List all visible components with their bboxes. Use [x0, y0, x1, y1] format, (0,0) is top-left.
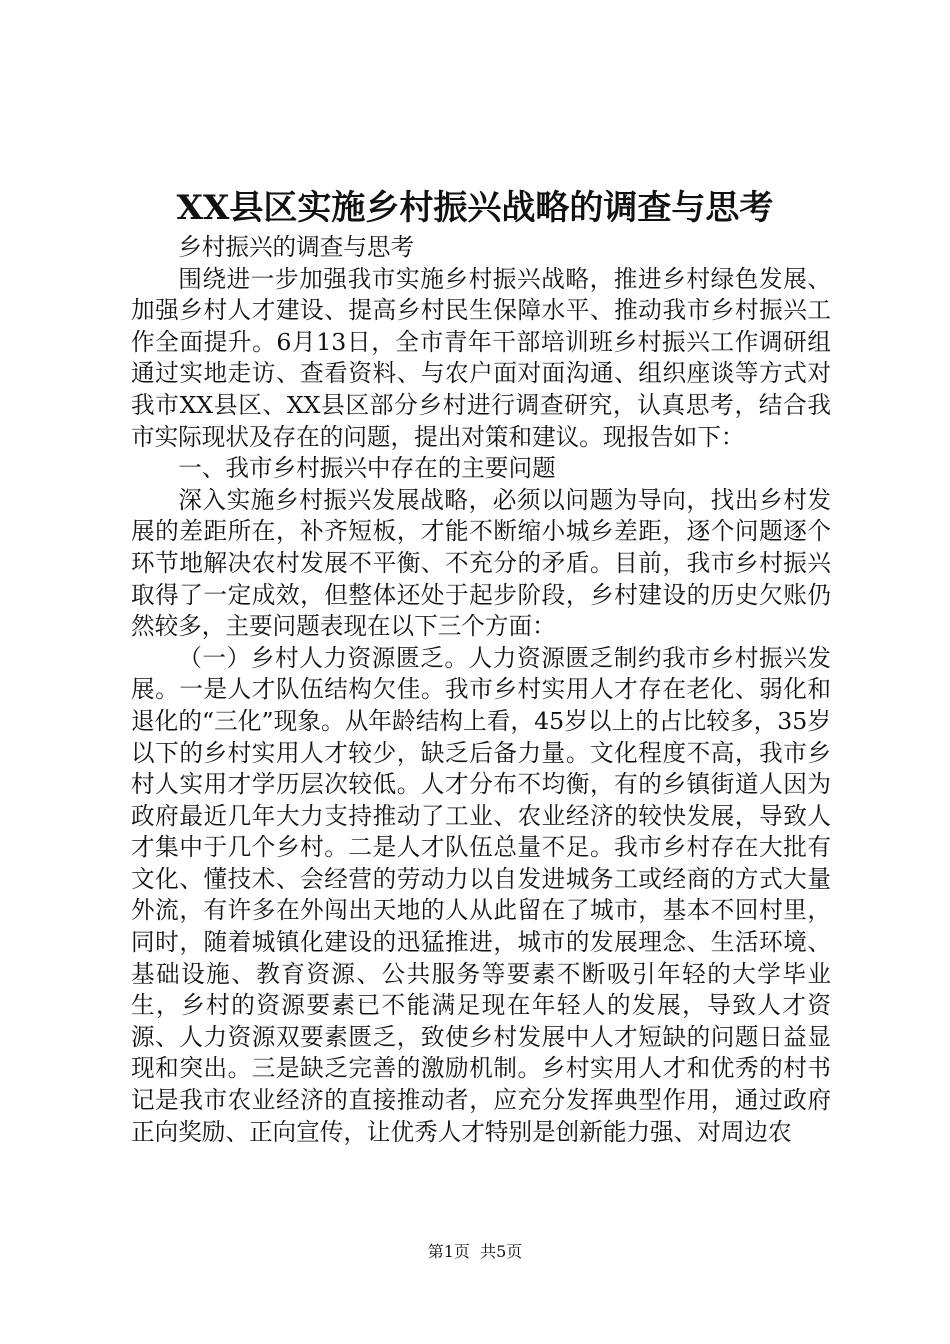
- page-footer: [0, 1241, 950, 1263]
- paragraph-intro: 围绕进一步加强我市实施乡村振兴战略，推进乡村绿色发展、加强乡村人才建设、提高乡村民生保障水平、推动我市乡村振兴工作全面提升。6月13日，全市青年干部培训班乡村振兴工作调研组通过实地走访、查看资料、与农户面对面沟通、组织座谈等方式对我市XX县区、XX县区部分乡村进行调查研究，认真思考，结合我市实际现状及存在的问题，提出对策和建议。现报告如下：: [131, 264, 831, 451]
- paragraph-problems: 深入实施乡村振兴发展战略，必须以问题为导向，找出乡村发展的差距所在，补齐短板，才能不断缩小城乡差距，逐个问题逐个环节地解决农村发展不平衡、不充分的矛盾。目前，我市乡村振兴取得了一定成效，但整体还处于起步阶段，乡村建设的历史欠账仍然较多，主要问题表现在以下三个方面：: [131, 485, 831, 641]
- paragraph-human-resources: （一）乡村人力资源匮乏。人力资源匮乏制约我市乡村振兴发展。一是人才队伍结构欠佳。我市乡村实用人才存在老化、弱化和退化的“三化”现象。从年龄结构上看，45岁以上的占比较多，35岁以下的乡村实用人才较少，缺乏后备力量。文化程度不高，我市乡村人实用才学历层次较低。人才分布不均衡，有的乡镇街道人因为政府最近几年大力支持推动了工业、农业经济的较快发展，导致人才集中于几个乡村。二是人才队伍总量不足。我市乡村存在大批有文化、懂技术、会经营的劳动力以自发进城务工或经商的方式大量外流，有许多在外闯出天地的人从此留在了城市，基本不回村里，同时，随着城镇化建设的迅猛推进，城市的发展理念、生活环境、基础设施、教育资源、公共服务等要素不断吸引年轻的大学毕业生，乡村的资源要素已不能满足现在年轻人的发展，导致人才资源、人力资源双要素匮乏，致使乡村发展中人才短缺的问题日益显现和突出。三是缺乏完善的激励机制。乡村实用人才和优秀的村书记是我市农业经济的直接推动者，应充分发挥典型作用，通过政府正向奖励、正向宣传，让优秀人才特别是创新能力强、对周边农: [131, 643, 831, 1146]
- document-title: XX县区实施乡村振兴战略的调查与思考: [176, 188, 774, 228]
- section-heading: 一、我市乡村振兴中存在的主要问题: [178, 454, 556, 483]
- paragraph-subtitle: 乡村振兴的调查与思考: [178, 233, 415, 261]
- document-body: [131, 232, 831, 1148]
- page-number: 第1页 共5页: [427, 1242, 523, 1261]
